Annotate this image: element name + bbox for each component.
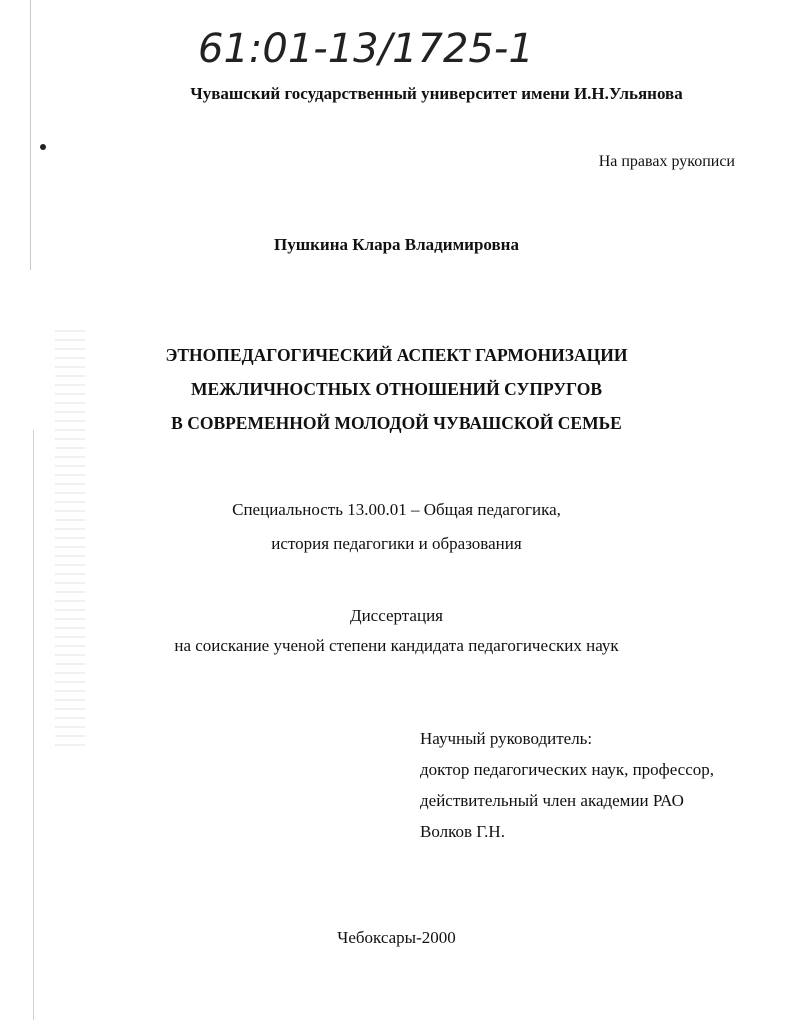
title-line: МЕЖЛИЧНОСТНЫХ ОТНОШЕНИЙ СУПРУГОВ [190,379,603,399]
author-name: Пушкина Клара Владимировна [274,235,519,254]
specialty-block [0,493,793,561]
advisor-degree: доктор педагогических наук, профессор, [420,760,715,779]
advisor-name: Волков Г.Н. [420,822,505,841]
university-name: Чувашский государственный университет имени И.Н.Ульянова [190,84,683,103]
degree-line: на соискание ученой степени кандидата педагогических наук [174,636,619,655]
city-year: Чебоксары-2000 [337,928,456,947]
title-line: ЭТНОПЕДАГОГИЧЕСКИЙ АСПЕКТ ГАРМОНИЗАЦИИ [165,345,628,365]
advisor-membership: действительный член академии РАО [420,791,684,810]
manuscript-rights-note: На правах рукописи [598,153,735,170]
dissertation-type-block [0,601,793,661]
scan-edge-line [30,0,31,270]
handwritten-archive-code [198,12,578,82]
specialty-line: Специальность 13.00.01 – Общая педагогика, [232,500,561,519]
dissertation-label: Диссертация [349,606,443,625]
title-line: В СОВРЕМЕННОЙ МОЛОДОЙ ЧУВАШСКОЙ СЕМЬЕ [171,413,622,433]
handwritten-code-text: 61:01-13/1725-1 [198,26,534,72]
specialty-line: история педагогики и образования [271,534,522,553]
scan-speck [40,144,46,150]
advisor-heading: Научный руководитель: [420,729,593,748]
scientific-advisor-block [420,723,714,847]
dissertation-title [0,338,793,440]
